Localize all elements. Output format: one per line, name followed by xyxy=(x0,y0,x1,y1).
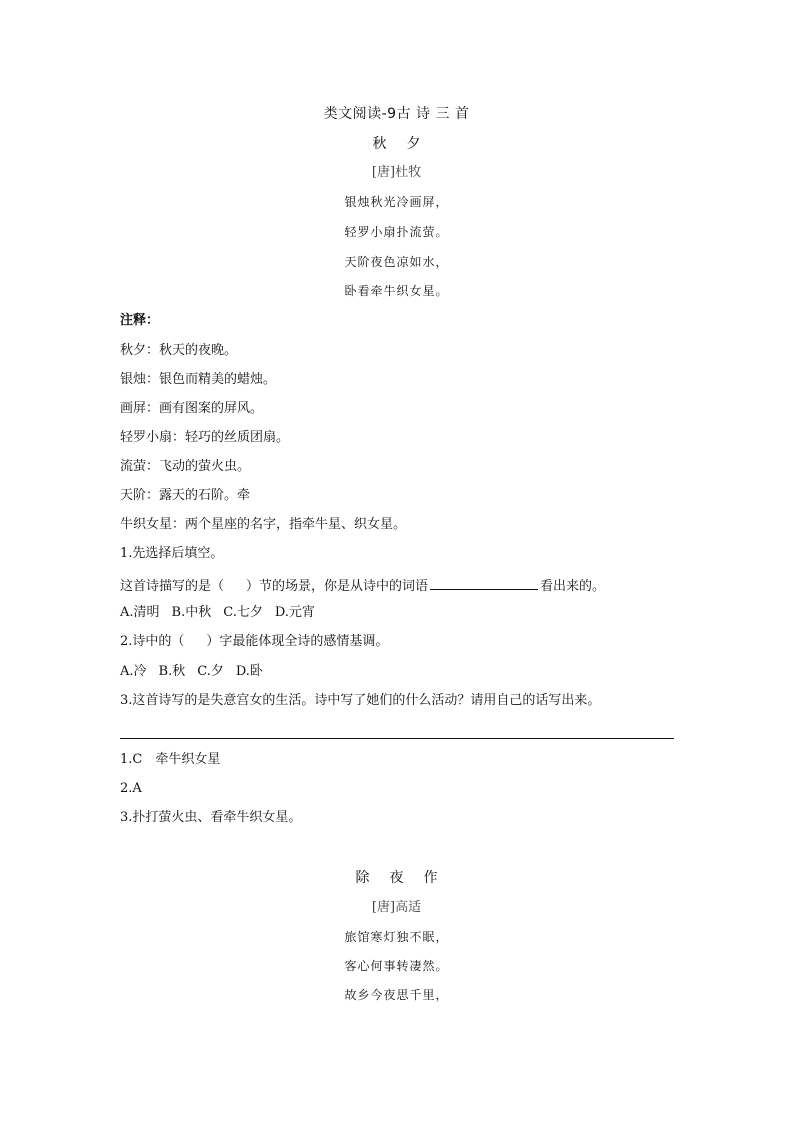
option-c: C.夕 xyxy=(197,664,224,679)
note-item: 银烛：银色而精美的蜡烛。 xyxy=(120,372,277,387)
notes-heading: 注释： xyxy=(120,313,160,328)
question-1-options xyxy=(120,606,327,619)
answer-divider xyxy=(120,738,674,739)
question-1-text-c: 看出来的。 xyxy=(540,579,606,594)
option-a: A.冷 xyxy=(120,664,147,679)
answer-line: 2.A xyxy=(120,781,142,796)
note-item: 天阶：露天的石阶。牵 xyxy=(120,488,251,503)
poem-author: [唐]杜牧 xyxy=(371,165,422,180)
question-3: 3.这首诗写的是失意宫女的生活。诗中写了她们的什么活动？请用自己的话写出来。 xyxy=(120,693,601,708)
document-title: 类文阅读-9古 诗 三 首 xyxy=(323,106,470,122)
question-2-text-a: 2.诗中的（ xyxy=(120,634,185,649)
answer-line: 3.扑打萤火虫、看牵牛织女星。 xyxy=(120,810,302,825)
question-1-text-a: 这首诗描写的是（ xyxy=(120,579,225,594)
note-item: 秋夕：秋天的夜晚。 xyxy=(120,343,238,358)
note-item: 牛织女星：两个星座的名字，指牵牛星、织女星。 xyxy=(120,517,407,532)
note-item: 流萤：飞动的萤火虫。 xyxy=(120,459,251,474)
option-b: B.秋 xyxy=(158,664,186,679)
option-b: B.中秋 xyxy=(171,605,212,620)
question-1-fill xyxy=(120,577,605,593)
question-2-options xyxy=(120,665,275,678)
option-a: A.清明 xyxy=(120,605,160,620)
poem-line: 卧看牵牛织女星。 xyxy=(344,284,449,298)
poem-title: 除夜作 xyxy=(355,870,458,886)
question-1-stem: 1.先选择后填空。 xyxy=(120,546,224,561)
question-2 xyxy=(120,635,388,648)
poem-line: 轻罗小扇扑流萤。 xyxy=(344,225,449,239)
question-1-text-b: ）节的场景，你是从诗中的词语 xyxy=(246,579,429,594)
poem-title: 秋夕 xyxy=(372,136,441,152)
question-2-text-b: ）字最能体现全诗的感情基调。 xyxy=(206,634,389,649)
option-d: D.卧 xyxy=(235,664,263,679)
option-c: C.七夕 xyxy=(223,605,263,620)
poem-author: [唐]高适 xyxy=(371,900,422,915)
poem-line: 银烛秋光冷画屏， xyxy=(344,195,449,209)
answer-line: 1.C 牵牛织女星 xyxy=(120,752,221,767)
poem-line: 故乡今夜思千里， xyxy=(344,988,449,1002)
poem-line: 天阶夜色凉如水， xyxy=(344,255,449,269)
poem-line: 旅馆寒灯独不眠， xyxy=(344,930,449,944)
answer-underline-blank[interactable] xyxy=(430,577,538,590)
note-item: 画屏：画有图案的屏风。 xyxy=(120,401,264,416)
poem-line: 客心何事转凄然。 xyxy=(344,959,449,973)
option-d: D.元宵 xyxy=(274,605,315,620)
note-item: 轻罗小扇：轻巧的丝质团扇。 xyxy=(120,430,290,445)
